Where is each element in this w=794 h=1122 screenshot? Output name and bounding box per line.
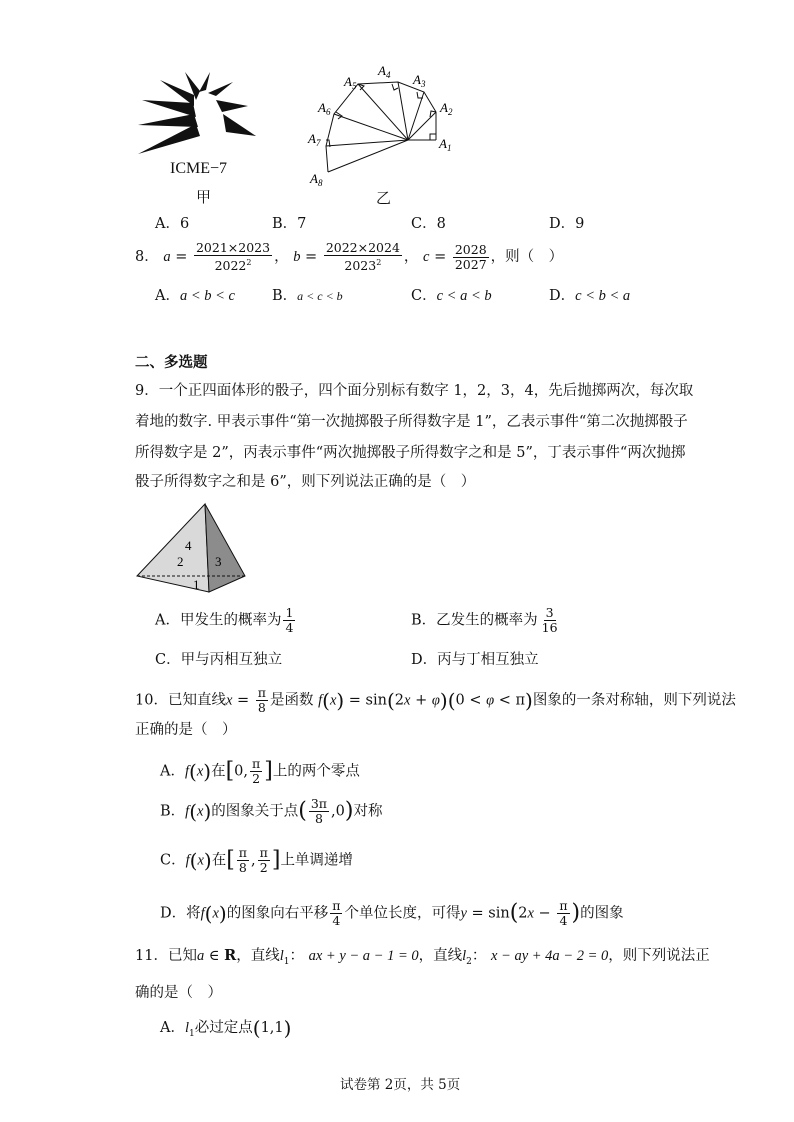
section-heading: 二、多选题 — [135, 354, 208, 371]
q11-option-a: A．$l_1$必过定点(1,1) — [160, 1016, 292, 1040]
q8-option-b: B．a < c < b — [272, 288, 343, 304]
figure-yi-caption: 乙 — [376, 189, 392, 207]
q8-option-d: D．c < b < a — [549, 288, 631, 304]
q7-option-b: B．7 — [272, 216, 307, 232]
face-label-2: 2 — [177, 554, 184, 569]
figure-jia — [130, 70, 270, 165]
face-label-3: 3 — [215, 554, 222, 569]
q11-question: 11．已知a ∈ R，直线$l_1$： ax + y − a − 1 = 0，直线$l_2$： x − ay + 4a − 2 = 0，则下列说法正 — [135, 947, 710, 967]
figure-jia-label: ICME−7 — [170, 160, 228, 177]
page-footer: 试卷第 2页，共 5页 — [340, 1077, 461, 1093]
q9-line-1: 9．一个正四面体形的骰子，四个面分别标有数字 1，2，3，4，先后抛掷两次，每次取 — [135, 383, 694, 399]
tetrahedron-figure — [133, 500, 251, 596]
q10-option-c: C．f(x)在[ $\frac{\pi}{8}$ , $\frac{\pi}{2}$ ]上单调递增 — [160, 845, 353, 875]
q8-fraction-a: $\frac{2021\times 2023}{2022^2}$ — [195, 240, 271, 274]
q9-option-d: D．丙与丁相互独立 — [411, 652, 539, 668]
svg-text:A5: $A_5$ — [344, 74, 357, 91]
q8-fraction-c: $\frac{2028}{2027}$ — [454, 241, 487, 272]
q7-option-a: A．6 — [155, 216, 190, 232]
q8-question: 8． a = $\frac{2021\times 2023}{2022^2}$ ， b = $\frac{2022\times 2024}{2023^2}$ ， c = $\frac{2028}{2027}$ ，则（ ） — [135, 240, 564, 274]
q9-line-4: 骰子所得数字之和是 6”，则下列说法正确的是（ ） — [135, 474, 476, 490]
svg-text:A6: $A_6$ — [318, 100, 331, 117]
svg-text:A8: $A_8$ — [310, 171, 323, 188]
q10-option-a: A．f(x)在[0, $\frac{\pi}{2}$ ]上的两个零点 — [160, 756, 360, 786]
svg-text:A4: $A_4$ — [378, 63, 391, 80]
face-label-4: 4 — [185, 538, 192, 553]
svg-text:A3: $A_3$ — [413, 72, 426, 89]
q9-line-2: 着地的数字. 甲表示事件“第一次抛掷骰子所得数字是 1”，乙表示事件“第二次抛掷骰子 — [135, 414, 688, 430]
q11-line-2: 确的是（ ） — [135, 985, 222, 1001]
q10-option-b: B．f(x)的图象关于点( $\frac{3\pi}{8}$ ,0)对称 — [160, 796, 383, 826]
q9-option-a: A．甲发生的概率为 $\frac{1}{4}$ — [155, 605, 294, 635]
q8-option-c: C．c < a < b — [411, 288, 492, 304]
q8-option-a: A．a < b < c — [155, 288, 235, 304]
q10-question: 10．已知直线x = $\frac{\pi}{8}$ 是函数 f(x) = sin(2x + φ)(0 < φ < π)图象的一条对称轴，则下列说法 — [135, 685, 736, 715]
q10-line-2: 正确的是（ ） — [135, 722, 237, 738]
svg-text:A7: $A_7$ — [308, 131, 321, 148]
q10-option-d: D．将f(x)的图象向右平移 $\frac{\pi}{4}$ 个单位长度，可得y = sin(2x − $\frac{\pi}{4}$ )的图象 — [160, 898, 624, 928]
figure-jia-caption: 甲 — [196, 188, 212, 206]
svg-text:A1: $A_1$ — [439, 136, 452, 153]
q9-option-b: B．乙发生的概率为 $\frac{3}{16}$ — [411, 605, 558, 635]
svg-text:A2: $A_2$ — [440, 100, 453, 117]
q7-option-c: C．8 — [411, 216, 446, 232]
q7-option-d: D．9 — [549, 216, 585, 232]
q8-fraction-b: $\frac{2022\times 2024}{2023^2}$ — [325, 240, 400, 274]
figure-yi — [300, 60, 470, 195]
q9-line-3: 所得数字是 2”，丙表示事件“两次抛掷骰子所得数字之和是 5”，丁表示事件“两次抛掷 — [135, 445, 686, 461]
face-label-1: 1 — [193, 577, 200, 592]
q9-option-c: C．甲与丙相互独立 — [155, 652, 283, 668]
